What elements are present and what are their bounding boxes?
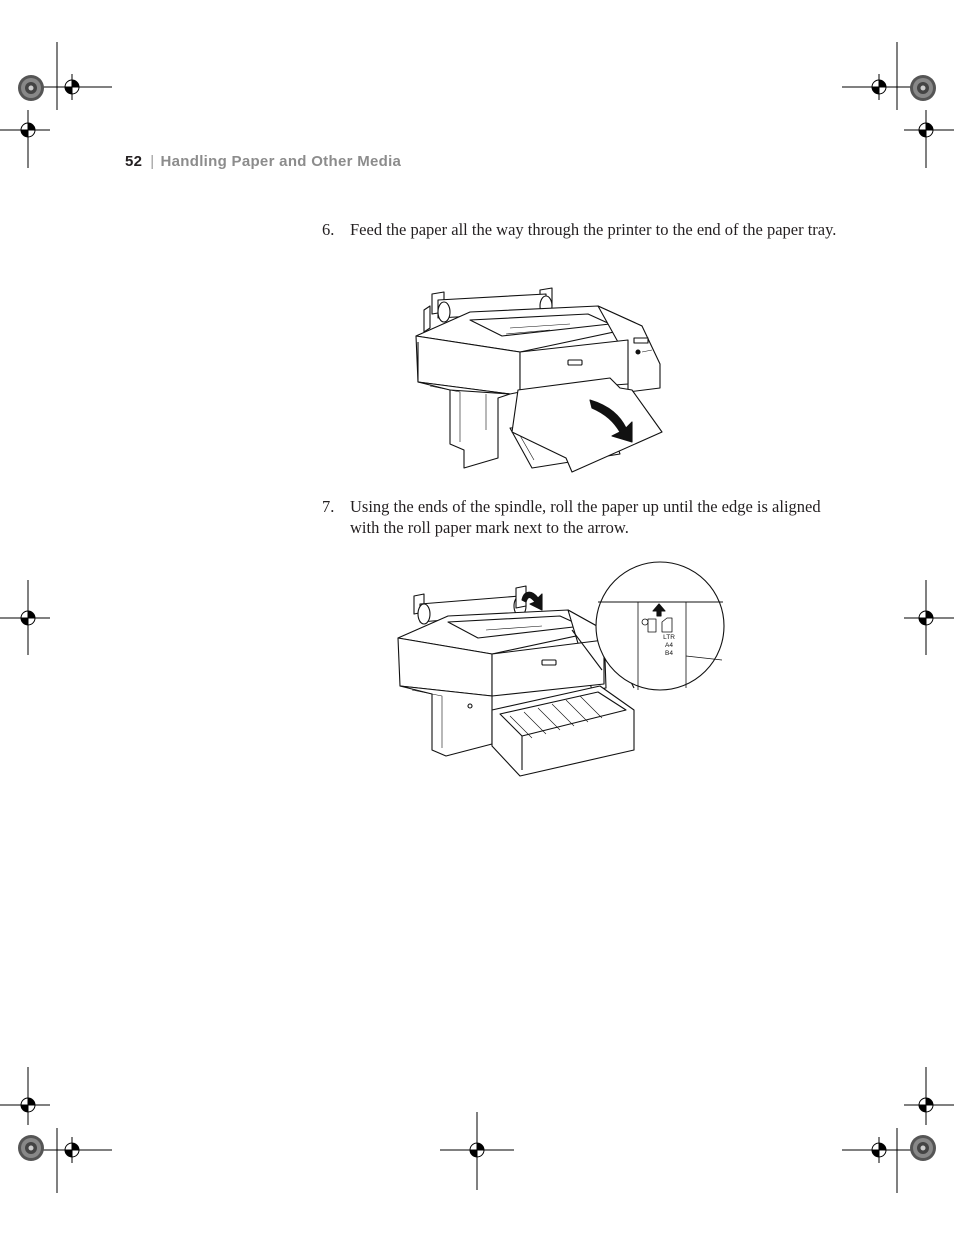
step-text: Feed the paper all the way through the printer to the end of the paper tray.: [350, 220, 837, 239]
step-7: [322, 496, 842, 538]
printer-feed-paper-illustration: [410, 282, 672, 474]
chapter-title: Handling Paper and Other Media: [160, 153, 402, 170]
roll-mark-label-b4: B4: [665, 650, 673, 657]
running-head: [125, 153, 401, 170]
step-number: 6.: [322, 220, 335, 239]
step-text: Using the ends of the spindle, roll the paper up until the edge is aligned with the roll paper mark next to the arrow.: [350, 497, 821, 537]
printer-roll-paper-illustration: [392, 560, 732, 780]
header-separator: |: [150, 153, 155, 170]
roll-mark-label-ltr: LTR: [663, 634, 675, 641]
roll-mark-label-a4: A4: [665, 642, 673, 649]
page-number: 52: [125, 153, 143, 170]
step-6: [322, 219, 842, 240]
step-number: 7.: [322, 497, 335, 516]
